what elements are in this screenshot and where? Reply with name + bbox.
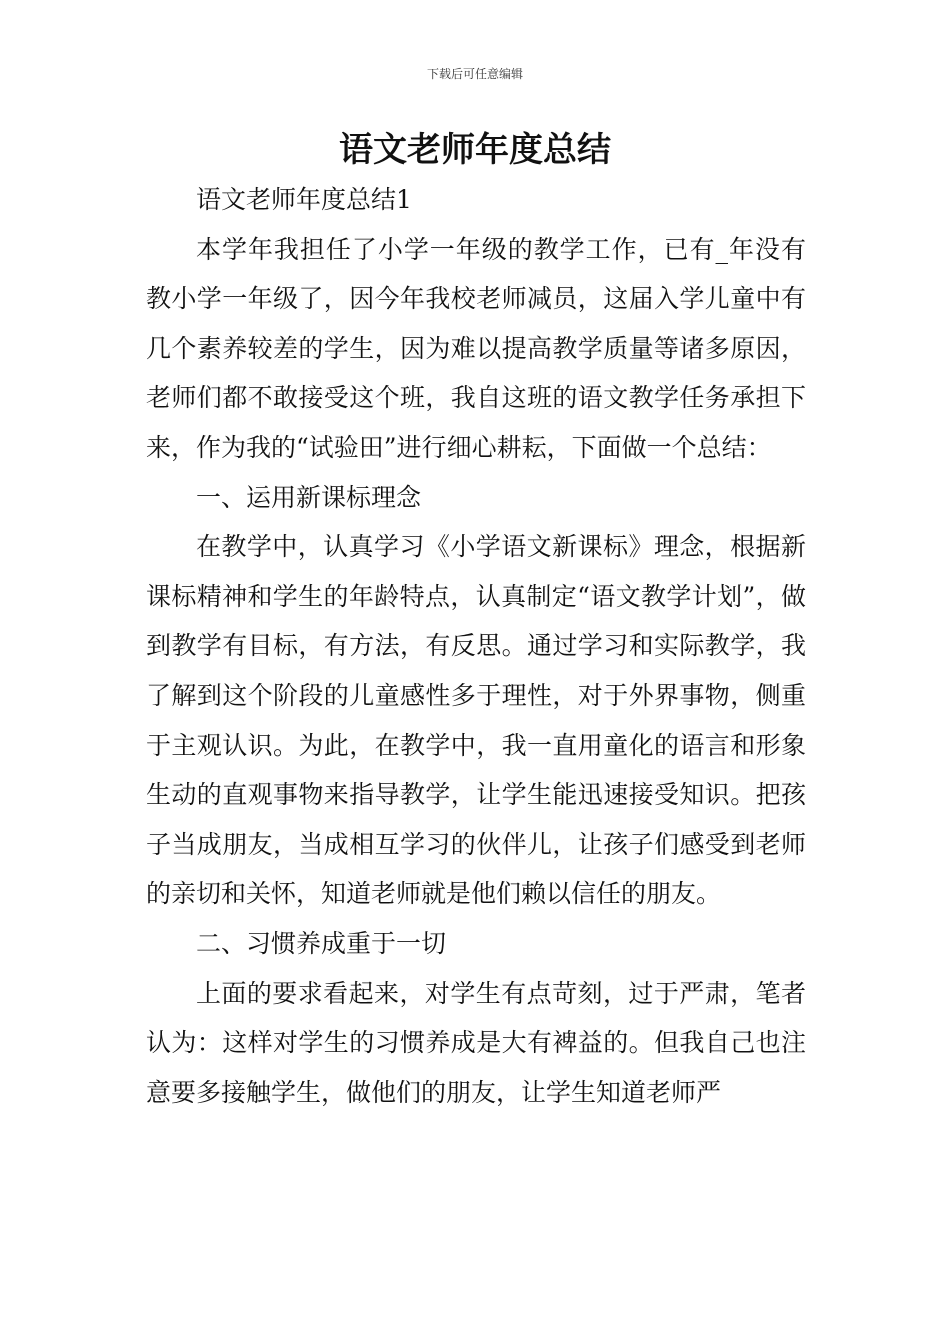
body-paragraph: 在教学中，认真学习《小学语文新课标》理念，根据新课标精神和学生的年龄特点，认真制定“语文教学计划”，做到教学有目标，有方法，有反思。通过学习和实际教学，我了解到这个阶段的儿童感性多于理性，对于外界事物，侧重于主观认识。为此，在教学中，我一直用童化的语言和形象生动的直观事物来指导教学，让学生能迅速接受知识。把孩子当成朋友，当成相互学习的伙伴儿，让孩子们感受到老师的亲切和关怀，知道老师就是他们赖以信任的朋友。: [146, 532, 806, 909]
body-paragraph: 上面的要求看起来，对学生有点苛刻，过于严肃，笔者认为：这样对学生的习惯养成是大有裨益的。但我自己也注意要多接触学生，做他们的朋友，让学生知道老师严: [146, 978, 806, 1107]
section-heading: 语文老师年度总结1: [196, 185, 412, 214]
body-paragraph: 本学年我担任了小学一年级的教学工作，已有_年没有教小学一年级了，因今年我校老师减员，这届入学儿童中有几个素养较差的学生，因为难以提高教学质量等诸多原因，老师们都不敢接受这个班，我自这班的语文教学任务承担下来，作为我的“试验田”进行细心耕耘，下面做一个总结：: [146, 234, 806, 462]
document-body: [146, 175, 806, 1117]
section-heading: 一、运用新课标理念: [196, 482, 422, 512]
section-heading: 二、习惯养成重于一切: [196, 928, 447, 958]
page-header-note: 下载后可任意编辑: [426, 67, 523, 81]
document-title: 语文老师年度总结: [339, 130, 611, 170]
